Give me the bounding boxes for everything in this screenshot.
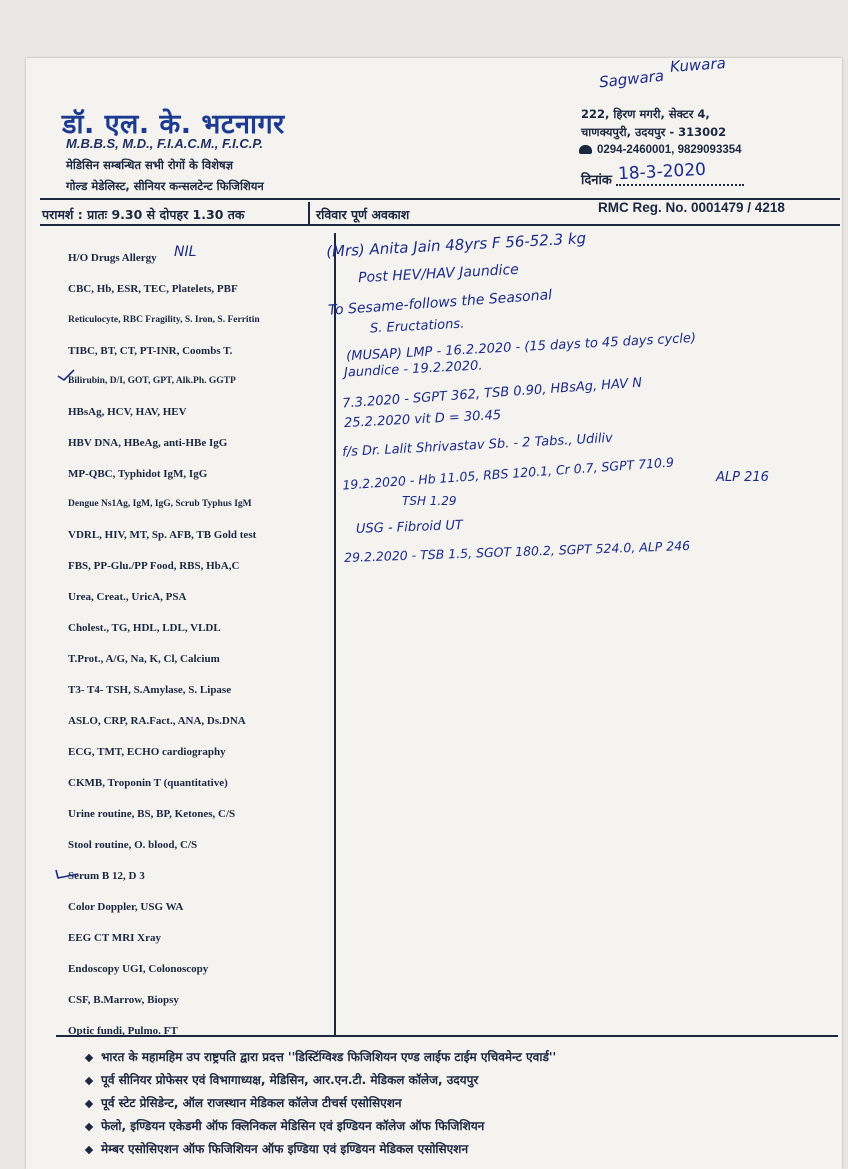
footer-item: मेम्बर एसोसिएशन ऑफ फिजिशियन ऑफ इण्डिया एवं इण्डियन मेडिकल एसोसिएशन (86, 1140, 468, 1157)
consult-timings: परामर्श : प्रातः 9.30 से दोपहर 1.30 तक (42, 207, 245, 222)
test-item: Endoscopy UGI, Colonoscopy (68, 963, 209, 975)
bullet-icon (85, 1076, 93, 1084)
test-item: CKMB, Troponin T (quantitative) (68, 777, 228, 789)
test-item: Dengue Ns1Ag, IgM, IgG, Scrub Typhus IgM (68, 499, 252, 509)
test-item: TIBC, BT, CT, PT-INR, Coombs T. (68, 345, 233, 357)
test-item: Optic fundi, Pulmo. FT (68, 1025, 178, 1037)
test-item: CBC, Hb, ESR, TEC, Platelets, PBF (68, 283, 238, 295)
test-item: Reticulocyte, RBC Fragility, S. Iron, S. Ferritin (68, 315, 260, 325)
bullet-icon (85, 1053, 93, 1061)
test-item: ASLO, CRP, RA.Fact., ANA, Ds.DNA (68, 715, 246, 727)
footer-item: फेलो, इण्डियन एकेडमी ऑफ क्लिनिकल मेडिसिन एवं इण्डियन कॉलेज ऑफ फिजिशियन (86, 1117, 484, 1134)
note-follow-up: f/s Dr. Lalit Shrivastav Sb. - 2 Tabs., Udiliv (341, 430, 614, 461)
test-item: Urea, Creat., UricA, PSA (68, 591, 187, 603)
test-item: MP-QBC, Typhidot IgM, IgG (68, 468, 208, 480)
address-line-2: चाणक्यपुरी, उदयपुर - 313002 (581, 125, 727, 139)
doctor-degrees: M.B.B.S, M.D., F.I.A.C.M., F.I.C.P. (66, 136, 263, 151)
note-lab-7-3: 7.3.2020 - SGPT 362, TSB 0.90, HBsAg, HAV N (341, 375, 643, 412)
note-vit-d: 25.2.2020 vit D = 30.45 (343, 407, 502, 432)
test-item: H/O Drugs Allergy (68, 252, 157, 264)
doctor-specialty: मेडिसिन सम्बन्धित सभी रोगों के विशेषज्ञ (66, 158, 234, 172)
rmc-registration: RMC Reg. No. 0001479 / 4218 (598, 200, 785, 215)
divider-bottom (40, 224, 840, 226)
bullet-icon (85, 1122, 93, 1130)
note-lmp: (MUSAP) LMP - 16.2.2020 - (15 days to 45 days cycle) (345, 330, 697, 365)
doctor-designation: गोल्ड मेडेलिस्ट, सीनियर कन्सलटेन्ट फिजिशियन (66, 179, 264, 193)
test-item: HBsAg, HCV, HAV, HEV (68, 406, 187, 418)
address-line-1: 222, हिरण मगरी, सेक्टर 4, (581, 107, 710, 121)
note-patient: (Mrs) Anita Jain 48yrs F 56-52.3 kg (325, 229, 587, 261)
date-value: 18-3-2020 (617, 159, 707, 185)
doctor-name: डॉ. एल. के. भटनागर (62, 109, 285, 140)
test-item: EEG CT MRI Xray (68, 932, 161, 944)
note-lab-29-2: 29.2.2020 - TSB 1.5, SGOT 180.2, SGPT 524.0, ALP 246 (343, 537, 691, 566)
sunday-closed: रविवार पूर्ण अवकाश (316, 207, 410, 222)
allergy-note: NIL (174, 244, 197, 260)
test-item: ECG, TMT, ECHO cardiography (68, 746, 226, 758)
bullet-icon (85, 1099, 93, 1107)
test-item: Cholest., TG, HDL, LDL, VLDL (68, 622, 221, 634)
note-line: S. Eructations. (369, 316, 465, 337)
test-item: T.Prot., A/G, Na, K, Cl, Calcium (68, 653, 220, 665)
footer-item: पूर्व सीनियर प्रोफेसर एवं विभागाध्यक्ष, मेडिसिन, आर.एन.टी. मेडिकल कॉलेज, उदयपुर (86, 1071, 478, 1088)
footer-divider (56, 1035, 838, 1037)
test-item: Serum B 12, D 3 (68, 870, 145, 882)
footer-item: पूर्व स्टेट प्रेसिडेन्ट, ऑल राजस्थान मेडिकल कॉलेज टीचर्स एसोसिएशन (86, 1094, 402, 1111)
handwritten-place: Sagwara (598, 66, 665, 92)
phone-icon (579, 145, 592, 154)
note-diagnosis: Post HEV/HAV Jaundice (357, 261, 520, 287)
note-jaundice: Jaundice - 19.2.2020. (343, 358, 483, 381)
note-line: To Sesame-follows the Seasonal (327, 287, 553, 319)
date-label: दिनांक (581, 173, 612, 188)
date-underline (616, 184, 744, 186)
phone-numbers: 0294-2460001, 9829093354 (597, 144, 742, 156)
test-item: Color Doppler, USG WA (68, 901, 184, 913)
test-item: Bilirubin, D/I, GOT, GPT, Alk.Ph. GGTP (68, 376, 236, 386)
check-mark-bilirubin (56, 368, 76, 382)
consult-separator (308, 202, 310, 224)
note-alp: ALP 216 (716, 470, 769, 485)
prescription-sheet (26, 54, 842, 1169)
bullet-icon (85, 1145, 93, 1153)
note-lab-19-2: 19.2.2020 - Hb 11.05, RBS 120.1, Cr 0.7, SGPT 710.9 (341, 454, 675, 493)
phone-row (579, 144, 742, 156)
test-item: FBS, PP-Glu./PP Food, RBS, HbA,C (68, 560, 240, 572)
test-item: Urine routine, BS, BP, Ketones, C/S (68, 808, 236, 820)
check-mark-serum (54, 864, 80, 880)
test-item: T3- T4- TSH, S.Amylase, S. Lipase (68, 684, 232, 696)
test-item: Stool routine, O. blood, C/S (68, 839, 198, 851)
test-item: HBV DNA, HBeAg, anti-HBe IgG (68, 437, 228, 449)
test-item: VDRL, HIV, MT, Sp. AFB, TB Gold test (68, 529, 257, 541)
note-tsh: TSH 1.29 (402, 494, 457, 508)
handwritten-place-2: Kuwara (669, 54, 727, 76)
footer-item: भारत के महामहिम उप राष्ट्रपति द्वारा प्रदत्त ''डिस्टिंग्विश्ड फिजिशियन एण्ड लाईफ टाईम एचिवमेन्ट एवार्ड'' (86, 1048, 556, 1065)
test-item: CSF, B.Marrow, Biopsy (68, 994, 179, 1006)
note-usg: USG - Fibroid UT (355, 518, 464, 537)
column-divider (334, 233, 336, 1035)
